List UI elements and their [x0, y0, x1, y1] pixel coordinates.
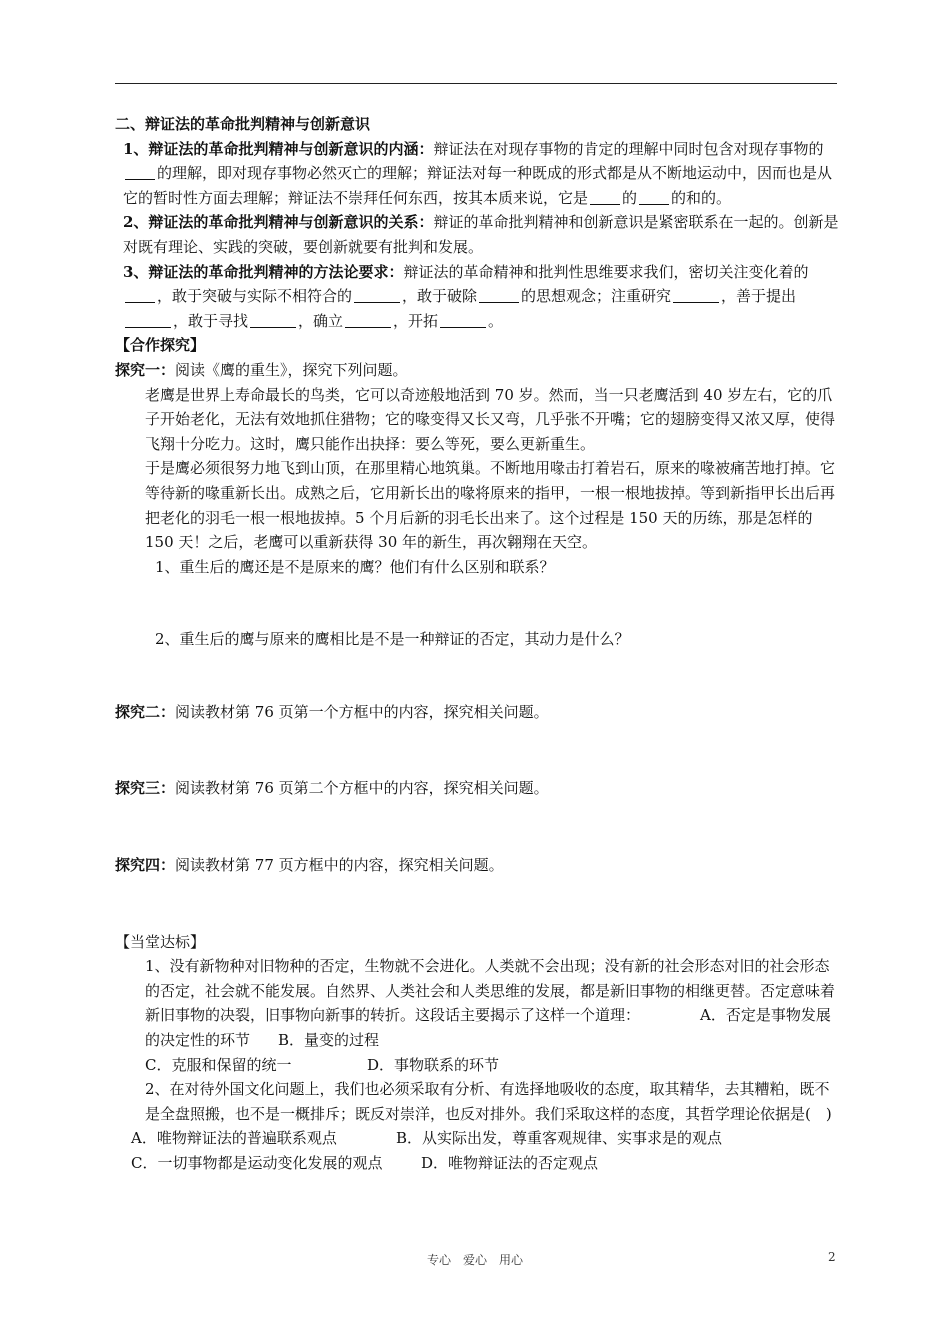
header-rule	[115, 83, 837, 84]
methodology-text-1: 辩证法的革命精神和批判性思维要求我们，密切关注变化着的	[403, 262, 809, 281]
coop-heading: 【合作探究】	[115, 336, 206, 355]
quiz-q2-option-c[interactable]: C．一切事物都是运动变化发展的观点	[131, 1154, 383, 1172]
blank[interactable]	[250, 312, 296, 328]
connotation-label: 1、辩证法的革命批判精神与创新意识的内涵：	[123, 139, 434, 158]
inquiry-one-text: 阅读《鹰的重生》，探究下列问题。	[175, 360, 408, 379]
methodology-text-3: ，敢于破除	[402, 287, 478, 306]
inquiry-three-text: 阅读教材第 76 页第二个方框中的内容，探究相关问题。	[175, 779, 549, 798]
quiz-q1-option-b[interactable]: B．量变的过程	[278, 1031, 380, 1050]
inquiry-three	[115, 776, 841, 801]
quiz-q2-option-b[interactable]: B．从实际出发，尊重客观规律、实事求是的观点	[396, 1129, 723, 1148]
connotation-text-3: 的	[622, 188, 638, 207]
quiz-question-2: 2、在对待外国文化问题上，我们也必须采取有分析、有选择地吸收的态度，取其精华，去其糟粕，既不是全盘照搬，也不是一概排斥；既反对崇洋，也反对排外。我们采取这样的态度，其哲学理论依据是( )	[145, 1080, 832, 1123]
page-number: 2	[828, 1250, 836, 1264]
document-body	[115, 112, 841, 1176]
methodology-text-2: ，敢于突破与实际不相符合的	[157, 287, 353, 306]
inquiry-four-label: 探究四：	[115, 856, 176, 875]
paragraph-connotation	[115, 137, 841, 211]
quiz-q2-option-d[interactable]: D．唯物辩证法的否定观点	[421, 1154, 599, 1172]
blank[interactable]	[125, 164, 155, 180]
methodology-text-7: ，确立	[298, 311, 344, 330]
methodology-text-6: ，敢于寻找	[173, 311, 249, 330]
inquiry-two	[115, 700, 841, 725]
section-title: 二、辩证法的革命批判精神与创新意识	[115, 115, 371, 133]
quiz-q2-options-cd	[115, 1151, 841, 1176]
connotation-text-5: 的。	[701, 188, 732, 207]
sub-question-2: 2、重生后的鹰与原来的鹰相比是不是一种辩证的否定，其动力是什么？	[155, 630, 630, 649]
inquiry-four	[115, 853, 841, 878]
relationship-label: 2、辩证法的革命批判精神与创新意识的关系：	[123, 213, 434, 232]
quiz-heading: 【当堂达标】	[115, 932, 206, 951]
methodology-text-4: 的思想观念；注重研究	[521, 287, 672, 306]
connotation-text-1: 辩证法在对现存事物的肯定的理解中同时包含对现存事物的	[433, 139, 824, 158]
quiz-q2-options-ab	[115, 1126, 841, 1151]
paragraph-relationship	[115, 210, 841, 259]
blank[interactable]	[125, 312, 171, 328]
inquiry-one	[115, 358, 841, 383]
blank[interactable]	[440, 312, 486, 328]
connotation-text-2: 的理解，即对现存事物必然灭亡的理解；辩证法对每一种既成的形式都是从不断地运动中，因而也是从它的暂时性方面去理解；辩证法不崇拜任何东西，按其本质来说，它是	[123, 164, 833, 207]
inquiry-four-text: 阅读教材第 77 页方框中的内容，探究相关问题。	[175, 856, 504, 875]
blank[interactable]	[345, 312, 391, 328]
quiz-q2-option-a[interactable]: A．唯物辩证法的普遍联系观点	[131, 1129, 337, 1148]
relationship-text: 辩证的革命批判精神和创新意识是紧密联系在一起的。创新是对既有理论、实践的突破，要创新就要有批判和发展。	[123, 213, 839, 256]
methodology-text-9: 。	[488, 311, 504, 330]
story-paragraph-2: 于是鹰必须很努力地飞到山顶，在那里精心地筑巢。不断地用喙击打着岩石，原来的喙被痛苦地打掉。它等待新的喙重新长出。成熟之后，它用新长出的喙将原来的指甲，一根一根地拔掉。等到新指甲长出后再把老化的羽毛一根一根地拔掉。5 个月后新的羽毛长出来了。这个过程是 150 天的历练，那是怎样的 150 天！之后，老鹰可以重新获得 30 年的新生，再次翱翔在天空。	[145, 459, 836, 552]
quiz-q1-options-cd	[115, 1053, 841, 1078]
quiz-q1-option-a[interactable]: A．否定是事物发展的决定性的环节	[145, 1006, 831, 1050]
sub-question-1: 1、重生后的鹰还是不是原来的鹰？他们有什么区别和联系？	[155, 557, 555, 576]
connotation-text-4: 的和	[671, 188, 702, 207]
methodology-label: 3、辩证法的革命批判精神的方法论要求：	[123, 262, 404, 281]
blank[interactable]	[354, 287, 400, 303]
inquiry-three-label: 探究三：	[115, 779, 176, 798]
methodology-text-5: ，善于提出	[721, 287, 797, 306]
blank[interactable]	[125, 287, 155, 303]
blank[interactable]	[590, 189, 620, 205]
methodology-text-8: ，开拓	[393, 311, 439, 330]
quiz-q1-text: 1、没有新物种对旧物种的否定，生物就不会进化。人类就不会出现；没有新的社会形态对旧的社会形态的否定，社会就不能发展。自然界、人类社会和人类思维的发展，都是新旧事物的相继更替。否定意味着新旧事物的决裂，旧事物向新事的转折。这段话主要揭示了这样一个道理：	[145, 957, 836, 1025]
story-paragraph-1: 老鹰是世界上寿命最长的鸟类，它可以奇迹般地活到 70 岁。然而，当一只老鹰活到 40 岁左右，它的爪子开始老化，无法有效地抓住猎物；它的喙变得又长又弯，几乎张不开嘴；它的翅膀变得又浓又厚，使得飞翔十分吃力。这时，鹰只能作出抉择：要么等死，要么更新重生。	[145, 385, 836, 453]
blank[interactable]	[479, 287, 519, 303]
quiz-q1-option-c[interactable]: C．克服和保留的统一	[145, 1055, 292, 1074]
inquiry-two-label: 探究二：	[115, 702, 176, 721]
inquiry-two-text: 阅读教材第 76 页第一个方框中的内容，探究相关问题。	[175, 702, 549, 721]
blank[interactable]	[639, 189, 669, 205]
quiz-question-1	[115, 954, 841, 1052]
quiz-q1-option-d[interactable]: D．事物联系的环节	[367, 1055, 500, 1074]
page-footer: 专心 爱心 用心	[426, 1253, 523, 1267]
blank[interactable]	[673, 287, 719, 303]
paragraph-methodology	[115, 260, 841, 334]
inquiry-one-label: 探究一：	[115, 360, 176, 379]
